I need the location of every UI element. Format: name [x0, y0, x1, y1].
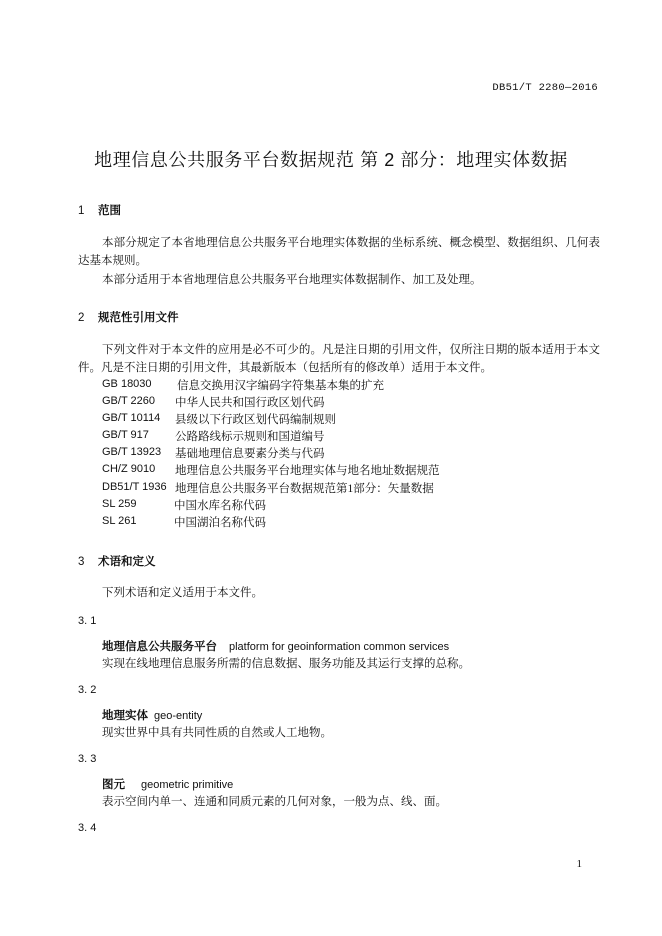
reference-item — [102, 378, 384, 392]
section-title: 范围 — [98, 205, 121, 217]
reference-title: 中国湖泊名称代码 — [174, 517, 266, 529]
document-title: 地理信息公共服务平台数据规范 第 2 部分：地理实体数据 — [94, 150, 568, 170]
reference-title: 公路路线标示规则和国道编号 — [175, 431, 325, 443]
term-heading — [102, 707, 202, 723]
term-definition: 表示空间内单一、连通和同质元素的几何对象，一般为点、线、面。 — [102, 796, 447, 808]
term-name-en: geo-entity — [154, 710, 203, 722]
reference-item — [102, 463, 440, 477]
section-heading-scope — [78, 202, 121, 218]
reference-code: GB/T 917 — [102, 429, 149, 441]
scope-paragraph-1: 本部分规定了本省地理信息公共服务平台地理实体数据的坐标系统、概念模型、数据组织、几何表达基本规则。 — [78, 237, 600, 267]
reference-item — [102, 412, 336, 426]
reference-code: SL 261 — [102, 515, 137, 527]
scope-paragraph-2: 本部分适用于本省地理信息公共服务平台地理实体数据制作、加工及处理。 — [102, 274, 482, 286]
reference-code: GB/T 2260 — [102, 395, 155, 407]
reference-title: 中华人民共和国行政区划代码 — [175, 397, 325, 409]
section-heading-terms — [78, 553, 156, 569]
reference-title: 中国水库名称代码 — [174, 500, 266, 512]
term-number: 3. 2 — [78, 684, 97, 696]
page-number: 1 — [576, 858, 582, 870]
reference-item — [102, 429, 325, 443]
reference-title: 县级以下行政区划代码编制规则 — [175, 414, 336, 426]
reference-code: CH/Z 9010 — [102, 463, 156, 475]
section-number: 2 — [78, 312, 85, 324]
term-heading — [102, 776, 233, 792]
references-intro: 下列文件对于本文件的应用是必不可少的。凡是注日期的引用文件，仅所注日期的版本适用于本文件。凡是不注日期的引用文件，其最新版本（包括所有的修改单）适用于本文件。 — [78, 344, 600, 374]
term-heading — [102, 638, 449, 654]
section-number: 3 — [78, 556, 85, 568]
section-title: 术语和定义 — [98, 556, 156, 568]
term-number: 3. 1 — [78, 615, 97, 627]
term-number: 3. 4 — [78, 822, 97, 834]
section-number: 1 — [78, 205, 85, 217]
term-number: 3. 3 — [78, 753, 97, 765]
reference-title: 地理信息公共服务平台地理实体与地名地址数据规范 — [175, 465, 440, 477]
document-code: DB51/T 2280—2016 — [492, 82, 598, 94]
term-definition: 现实世界中具有共同性质的自然或人工地物。 — [102, 727, 332, 739]
reference-item — [102, 395, 325, 409]
reference-item — [102, 481, 434, 495]
reference-title: 基础地理信息要素分类与代码 — [175, 448, 325, 460]
reference-code: GB 18030 — [102, 378, 152, 390]
reference-title: 信息交换用汉字编码字符集基本集的扩充 — [177, 380, 384, 392]
reference-title: 地理信息公共服务平台数据规范第1部分：矢量数据 — [175, 483, 434, 495]
reference-item — [102, 515, 266, 529]
term-name-en: geometric primitive — [141, 779, 234, 791]
term-name-en: platform for geoinformation common services — [229, 641, 450, 653]
term-definition: 实现在线地理信息服务所需的信息数据、服务功能及其运行支撑的总称。 — [102, 658, 470, 670]
reference-code: GB/T 10114 — [102, 412, 161, 424]
term-name-zh: 地理信息公共服务平台 — [102, 641, 217, 653]
term-name-zh: 图元 — [102, 779, 125, 791]
term-name-zh: 地理实体 — [102, 710, 148, 722]
reference-code: DB51/T 1936 — [102, 481, 167, 493]
reference-code: GB/T 13923 — [102, 446, 162, 458]
reference-item — [102, 446, 325, 460]
terms-intro: 下列术语和定义适用于本文件。 — [102, 587, 263, 599]
section-heading-references — [78, 309, 179, 325]
section-title: 规范性引用文件 — [98, 312, 179, 324]
reference-item — [102, 498, 266, 512]
reference-code: SL 259 — [102, 498, 137, 510]
